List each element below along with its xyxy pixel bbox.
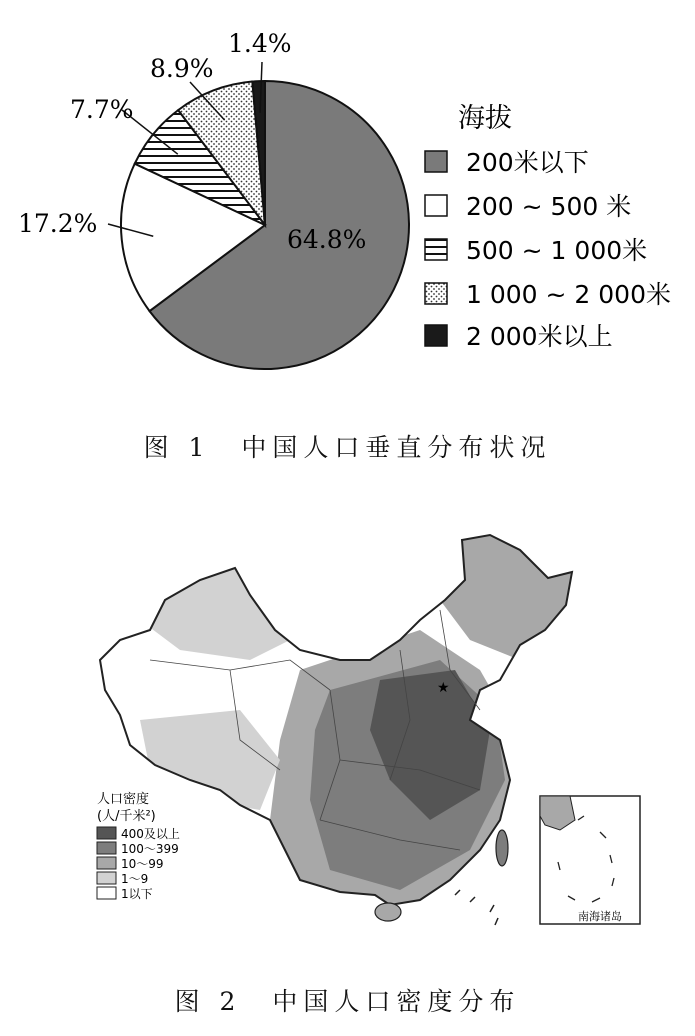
- taiwan-island: [496, 830, 508, 866]
- legend-label-200-below: 200米以下: [466, 148, 589, 177]
- density-legend-unit: (人/千米²): [97, 809, 156, 824]
- density-swatch-400-plus: [97, 827, 116, 839]
- density-swatch-10-99: [97, 857, 116, 869]
- density-label-400-plus: 400及以上: [121, 827, 180, 841]
- density-label-1-9: 1～9: [121, 872, 149, 886]
- legend-label-500-1000: 500 ~ 1 000米: [466, 236, 648, 265]
- population-density-map: [0, 520, 695, 960]
- density-legend-title: 人口密度: [97, 792, 150, 807]
- density-label-10-99: 10～99: [121, 857, 164, 871]
- legend: [425, 148, 671, 351]
- legend-swatch-black: [425, 325, 447, 346]
- figure1-caption: 图 1 中国人口垂直分布状况: [143, 433, 552, 462]
- figure2-caption: 图 2 中国人口密度分布: [174, 987, 521, 1016]
- density-zones: [90, 530, 600, 930]
- legend-title: 海拔: [458, 103, 512, 134]
- density-swatch-1-9: [97, 872, 116, 884]
- legend-swatch-dark: [425, 151, 447, 172]
- capital-star-icon: ★: [437, 680, 450, 696]
- density-label-100-399: 100～399: [121, 842, 179, 856]
- density-legend: [97, 791, 180, 901]
- hainan-island: [375, 903, 401, 921]
- legend-swatch-stripes: [425, 239, 447, 260]
- slice-label-1000-2000: 8.9%: [150, 54, 214, 83]
- legend-swatch-dots: [425, 283, 447, 304]
- pie-chart: [0, 0, 695, 420]
- legend-swatch-white: [425, 195, 447, 216]
- inset-label: 南海诸岛: [578, 910, 622, 923]
- legend-label-2000-above: 2 000米以上: [466, 322, 613, 351]
- slice-label-200-below: 64.8%: [287, 225, 367, 254]
- slice-label-200-500: 17.2%: [18, 209, 98, 238]
- density-label-below-1: 1以下: [121, 887, 153, 901]
- sea-boundary-dashes: [455, 890, 498, 925]
- legend-label-200-500: 200 ~ 500 米: [466, 192, 632, 221]
- density-swatch-below-1: [97, 887, 116, 899]
- density-swatch-100-399: [97, 842, 116, 854]
- south-china-sea-inset: [540, 796, 640, 924]
- slice-label-500-1000: 7.7%: [70, 95, 134, 124]
- slice-label-2000-above: 1.4%: [228, 29, 292, 58]
- legend-label-1000-2000: 1 000 ~ 2 000米: [466, 280, 671, 309]
